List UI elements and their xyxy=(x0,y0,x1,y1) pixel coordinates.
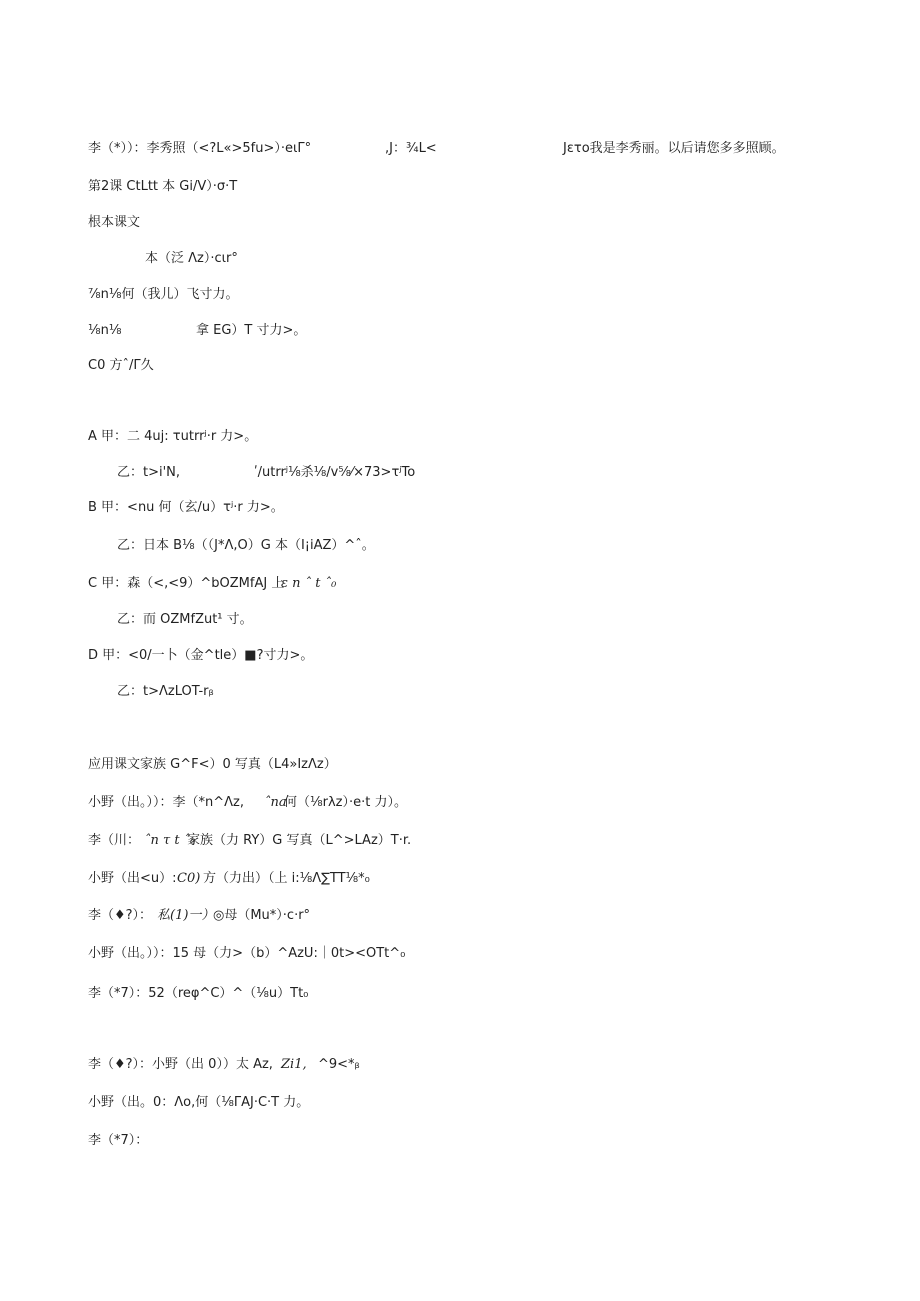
text-line-1b: ,J：¾L< xyxy=(385,141,437,156)
text-line-24: 小野（出。0：Λo,何（⅛ΓAJ·C·T 力。 xyxy=(88,1095,310,1110)
text-line-20b: 私(1)一） xyxy=(157,908,215,923)
text-line-18b: ˆn τ t ˆ₀ xyxy=(144,833,196,848)
text-line-6a: ⅛n⅛ xyxy=(88,323,122,338)
dialogue-b-speaker-1: B 甲：<nu 何（玄/u）τʲ·r 力>。 xyxy=(88,500,284,515)
dialogue-d-speaker-1: D 甲：<0/一卜（金^tle）■?寸力>。 xyxy=(88,648,314,663)
dialogue-c-speaker-1b: ε n ˆ t ˆ₀ xyxy=(281,576,337,591)
text-line-7: C0 方ˆ/Γ久 xyxy=(88,358,154,373)
section-heading-applied-text: 应用课文家族 G^F<）0 写真（L4»IzΛz） xyxy=(88,757,337,772)
dialogue-a-speaker-2a: 乙：t>i'N, xyxy=(117,465,181,480)
text-line-18a: 李（川： xyxy=(88,833,141,848)
text-line-17c: 何（⅛rλz）·e·t 力）。 xyxy=(284,795,407,810)
text-line-6b: 拿 EG）T 寸力>。 xyxy=(196,323,307,338)
text-line-5: ⅞n⅛何（我儿）飞寸力。 xyxy=(88,287,239,302)
text-line-23b: Zi1, xyxy=(281,1057,307,1072)
text-line-22: 李（*7）：52（reφ^C）^（⅛u）Tt₀ xyxy=(88,986,309,1001)
dialogue-c-speaker-2: 乙：而 OZMfZut¹ 寸。 xyxy=(117,612,253,627)
text-line-21: 小野（出。））：15 母（力>（b）^AzU:｜0t><OTt^₀ xyxy=(88,946,406,961)
text-line-19b: C0) xyxy=(177,871,201,886)
dialogue-a-speaker-2b: ʹ/utrrʲ⅛杀⅛/v⅝⁄×73>τʲTo xyxy=(254,465,416,480)
lesson-heading: 第2课 CtLtt 本 Gi/V）·σ·T xyxy=(88,179,238,194)
dialogue-c-speaker-1a: C 甲：森（<,<9）^bOZMfAJ 上 xyxy=(88,576,285,591)
dialogue-b-speaker-2: 乙：日本 B⅛（（J*Λ,O）G 本（I¡iAZ）^ˆ。 xyxy=(117,538,375,553)
text-line-4: 本（泛 Λz）·cιr° xyxy=(145,251,238,266)
text-line-17b: ˆna xyxy=(264,795,287,810)
text-line-18c: 家族（力 RY）G 写真（L^>LAz）T·r. xyxy=(187,833,412,848)
text-line-1a: 李（*））：李秀照（<?L«>5fu>）·eιΓ° xyxy=(88,141,312,156)
text-line-20a: 李（♦?）： xyxy=(88,908,153,923)
text-line-17a: 小野（出。））：李（*n^Λz, xyxy=(88,795,244,810)
text-line-19a: 小野（出<u）: xyxy=(88,871,177,886)
dialogue-a-speaker-1: A 甲：二 4uj: τutrrʲ·r 力>。 xyxy=(88,429,258,444)
text-line-23a: 李（♦?）：小野（出 0））太 Az, xyxy=(88,1057,273,1072)
text-line-19c: 方（力出）（上 i:⅛Λ∑TT⅛*₀ xyxy=(203,871,370,886)
text-line-23c: ^9<*ᵦ xyxy=(318,1057,360,1072)
section-heading-basic-text: 根本课文 xyxy=(88,215,141,230)
text-line-1c: Jετo我是李秀丽。以后请您多多照顾。 xyxy=(563,141,785,156)
text-line-20c: ◎母（Mu*）·c·r° xyxy=(213,908,311,923)
dialogue-d-speaker-2: 乙：t>ΛzLOT-rᵦ xyxy=(117,684,214,699)
text-line-25: 李（*7）： xyxy=(88,1133,149,1148)
